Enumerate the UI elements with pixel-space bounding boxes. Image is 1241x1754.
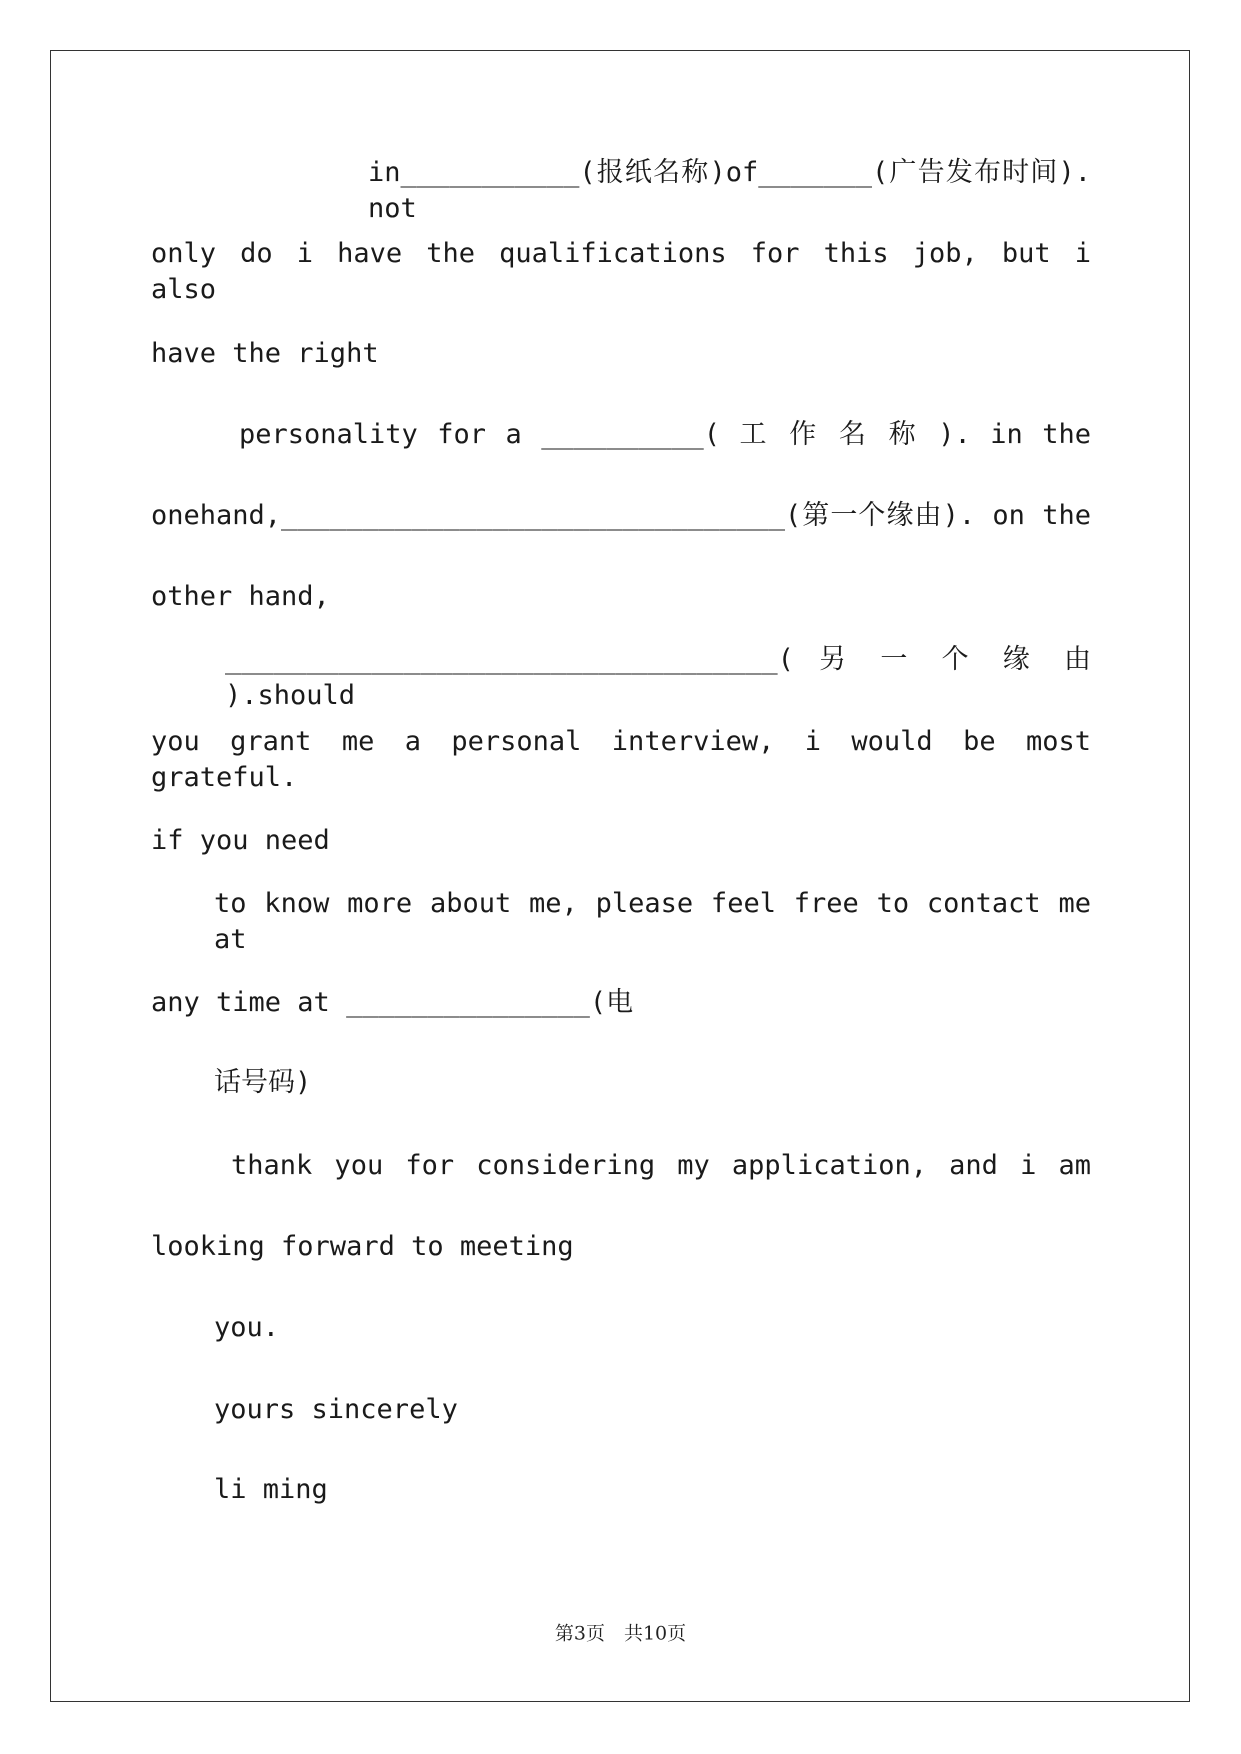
text-line: yours sincerely <box>214 1394 458 1425</box>
text-line: to know more about me, please feel free to contact me at <box>214 888 1091 955</box>
page-number-footer: 第3页 共10页 <box>554 1622 687 1645</box>
text-line: onehand,_______________________________(第一个缘由). on the <box>151 500 1091 531</box>
text-line: li ming <box>214 1474 328 1505</box>
text-line: only do i have the qualifications for this job, but i also <box>151 238 1091 305</box>
text-line: have the right <box>151 338 379 369</box>
text-line: in___________(报纸名称)of_______(广告发布时间). not <box>368 157 1091 224</box>
text-line: you. <box>214 1312 280 1343</box>
text-line: 话号码) <box>214 1067 312 1098</box>
text-line: you grant me a personal interview, i would be most grateful. <box>151 726 1091 793</box>
text-line: personality for a __________( 工 作 名 称 ). in the <box>239 419 1091 450</box>
text-line: any time at _______________(电 <box>151 987 634 1018</box>
text-line: thank you for considering my application, and i am <box>231 1150 1091 1181</box>
text-line: looking forward to meeting <box>151 1231 574 1262</box>
text-line: other hand, <box>151 581 330 612</box>
text-line: if you need <box>151 825 330 856</box>
text-line: __________________________________( 另 一 个 缘 由 ).should <box>225 644 1091 711</box>
